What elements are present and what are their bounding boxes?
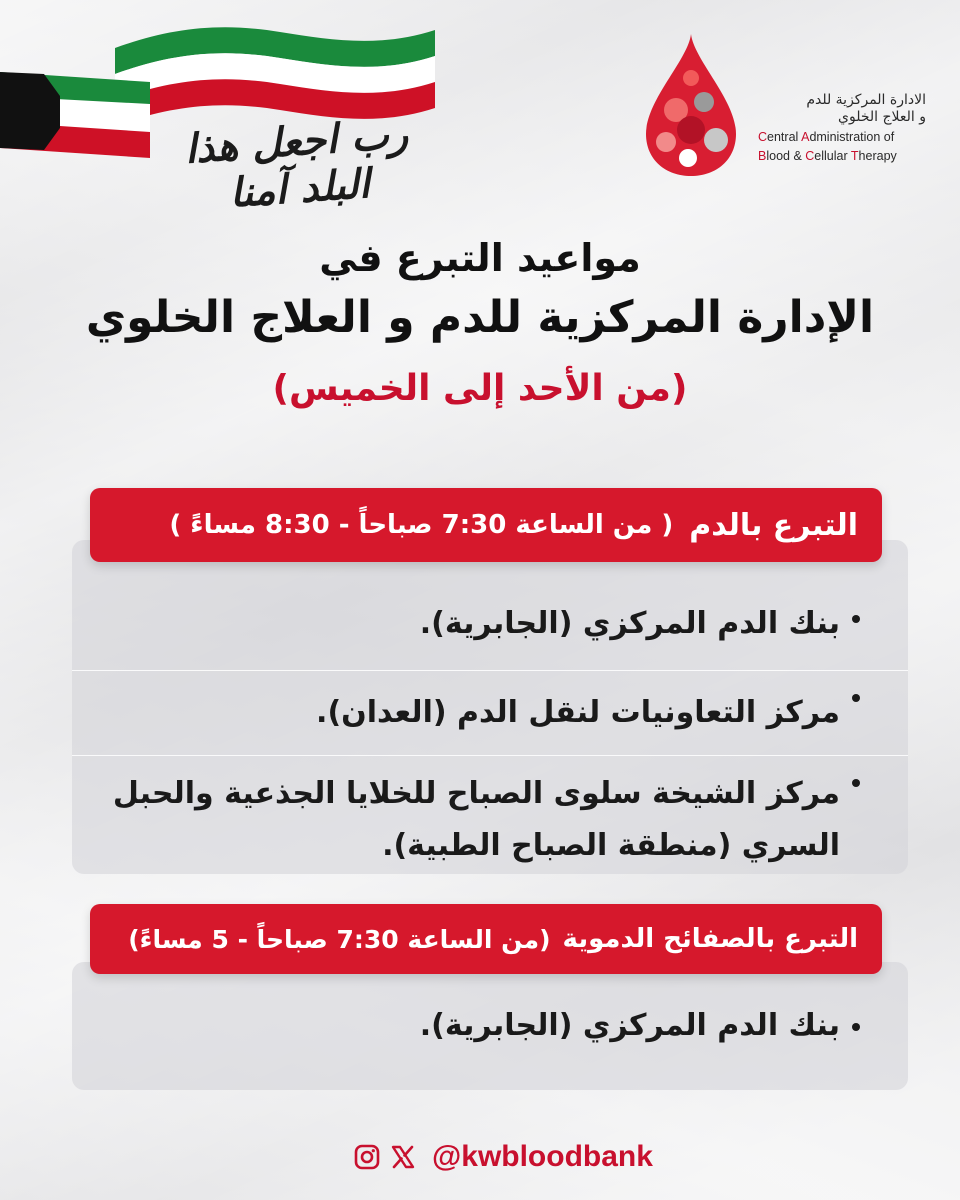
blood-donation-title: التبرع بالدم bbox=[689, 507, 858, 543]
title-line-1: مواعيد التبرع في bbox=[319, 236, 641, 280]
logo-text bbox=[758, 92, 938, 164]
logo-arabic-line1: الادارة المركزية للدم bbox=[806, 92, 926, 108]
logo-arabic-line2: و العلاج الخلوي bbox=[838, 109, 926, 125]
list-item: مركز الشيخة سلوى الصباح للخلايا الجذعية والحبل السري (منطقة الصباح الطبية). bbox=[72, 756, 908, 872]
social-handle[interactable]: @kwbloodbank bbox=[432, 1140, 653, 1173]
blood-donation-header bbox=[90, 488, 882, 562]
title-line-2: الإدارة المركزية للدم و العلاج الخلوي bbox=[85, 292, 875, 343]
list-item: مركز التعاونيات لنقل الدم (العدان). bbox=[72, 671, 908, 755]
platelet-donation-locations bbox=[72, 962, 908, 1090]
logo-english-line1: Central Administration of bbox=[758, 130, 895, 144]
list-item: بنك الدم المركزي (الجابرية). bbox=[72, 1000, 908, 1052]
list-item: بنك الدم المركزي (الجابرية). bbox=[72, 592, 908, 670]
blood-donation-locations bbox=[72, 540, 908, 874]
logo-english-line2: Blood & Cellular Therapy bbox=[758, 149, 897, 163]
instagram-icon[interactable] bbox=[354, 1144, 380, 1170]
blood-drop-logo-icon bbox=[636, 30, 746, 180]
social-footer bbox=[354, 1140, 653, 1174]
platelet-donation-hours: (من الساعة 7:30 صباحاً - 5 مساءً) bbox=[128, 924, 551, 954]
calligraphy-verse: رب اجعل هذا البلد آمنا bbox=[183, 110, 410, 217]
blood-donation-hours: ( من الساعة 7:30 صباحاً - 8:30 مساءً ) bbox=[169, 510, 674, 540]
x-icon[interactable] bbox=[390, 1144, 416, 1170]
platelet-donation-header bbox=[90, 904, 882, 974]
title-days: (من الأحد إلى الخميس) bbox=[272, 368, 688, 409]
platelet-donation-title: التبرع بالصفائح الدموية bbox=[562, 924, 858, 954]
